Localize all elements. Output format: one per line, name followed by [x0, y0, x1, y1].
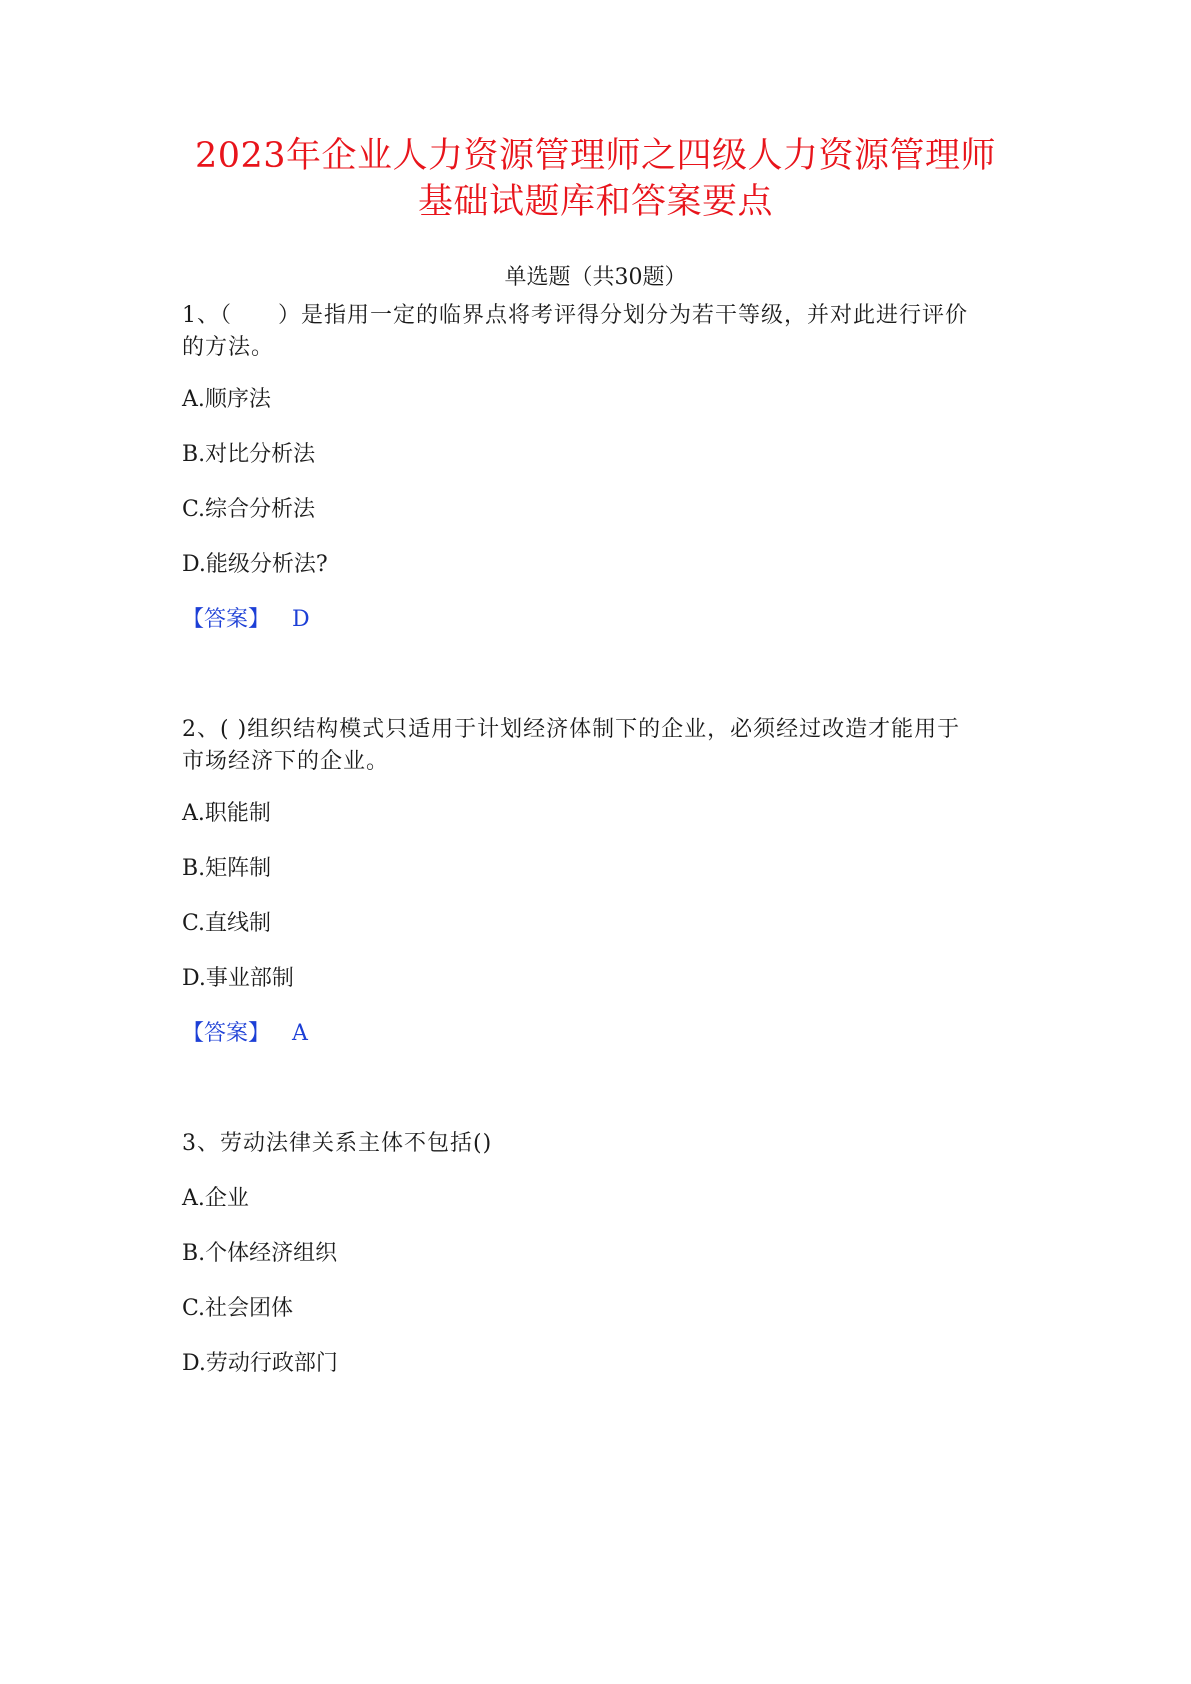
question-3-stem-line-1: 3、劳动法律关系主体不包括()	[182, 1131, 493, 1156]
question-1-option-d: D.能级分析法?	[182, 552, 328, 577]
document-title-line-1: 2023年企业人力资源管理师之四级人力资源管理师	[194, 136, 997, 176]
question-2-option-d: D.事业部制	[182, 966, 294, 991]
question-3-option-c: C.社会团体	[182, 1296, 294, 1321]
question-1-option-a: A.顺序法	[182, 387, 271, 412]
question-1-stem-line-2: 的方法。	[182, 335, 275, 360]
question-1-stem	[182, 300, 1022, 364]
question-2-option-b: B.矩阵制	[182, 856, 272, 881]
question-2-stem	[182, 714, 1022, 778]
answer-value: A	[292, 1021, 308, 1046]
question-2-stem-line-2: 市场经济下的企业。	[182, 749, 390, 774]
question-3-stem	[182, 1128, 1022, 1160]
answer-label: 【答案】	[182, 1021, 271, 1046]
document-title-line-2: 基础试题库和答案要点	[417, 182, 773, 222]
question-3-option-a: A.企业	[182, 1186, 249, 1211]
question-2-option-a: A.职能制	[182, 801, 271, 826]
question-1-option-b: B.对比分析法	[182, 442, 316, 467]
question-2-answer	[182, 1018, 308, 1050]
question-2-option-c: C.直线制	[182, 911, 272, 936]
question-1-option-c: C.综合分析法	[182, 497, 316, 522]
answer-value: D	[292, 607, 310, 632]
question-1-answer	[182, 604, 310, 636]
question-3-option-d: D.劳动行政部门	[182, 1351, 338, 1376]
question-1-stem-line-1: 1、（ ）是指用一定的临界点将考评得分划分为若干等级，并对此进行评价	[182, 303, 968, 328]
section-heading: 单选题（共30题）	[504, 265, 687, 290]
question-2-stem-line-1: 2、( )组织结构模式只适用于计划经济体制下的企业，必须经过改造才能用于	[182, 717, 961, 742]
answer-label: 【答案】	[182, 607, 271, 632]
question-3-option-b: B.个体经济组织	[182, 1241, 338, 1266]
